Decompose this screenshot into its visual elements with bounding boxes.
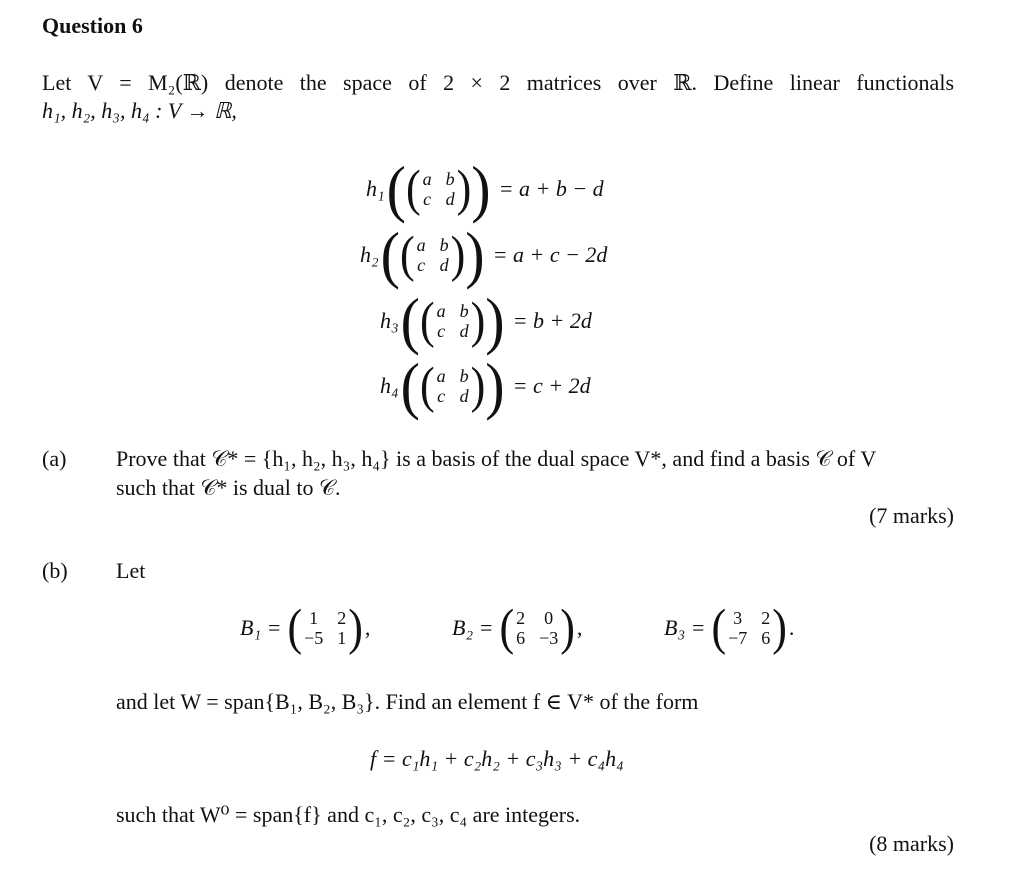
matrix-body: ( 3 2 −7 6 ) (711, 599, 787, 656)
matrix-entry: d (439, 255, 449, 275)
matrix-entry: −3 (539, 628, 559, 648)
part-b-such-that: such that W⁰ = span{f} and c₁, c₂, c₃, c₄ are integers. (116, 802, 581, 827)
functional-name: h₁ (366, 176, 385, 201)
functional-row (380, 349, 591, 422)
separator: , (576, 615, 583, 640)
matrix-body: ( 1 2 −5 1 ) (287, 599, 363, 656)
b-matrix-name: B₂ = (452, 615, 494, 640)
b-matrix (452, 599, 583, 656)
matrix-entry: b (459, 366, 469, 386)
functional-row (366, 152, 604, 225)
matrix-entry: c (417, 255, 426, 275)
part-b-formula: f = c₁h₁ + c₂h₂ + c₃h₃ + c₄h₄ (370, 746, 624, 771)
part-b-and-let: and let W = span{B₁, B₂, B₃}. Find an element f ∈ V* of the form (116, 689, 699, 714)
functional-row (380, 284, 592, 357)
separator: . (788, 615, 795, 640)
matrix-entry: d (445, 189, 455, 209)
functional-name: h₃ (380, 308, 399, 333)
b-matrix-name: B₁ = (240, 615, 282, 640)
functional-rhs: = a + c − 2d (492, 242, 608, 267)
b-matrix (664, 599, 795, 656)
intro-line-2: h₁, h₂, h₃, h₄ : V → ℝ, (42, 98, 237, 123)
matrix-entry: c (437, 321, 446, 341)
part-a-label: (a) (42, 446, 67, 471)
matrix-entry: b (445, 169, 455, 189)
matrix-entry: 6 (516, 628, 526, 648)
matrix-entry: a (422, 169, 432, 189)
part-a-line-1: Prove that 𝒞* = {h₁, h₂, h₃, h₄} is a basis of the dual space V*, and find a basis 𝒞 of V (116, 446, 877, 471)
functional-name: h₄ (380, 373, 399, 398)
matrix-entry: 6 (761, 628, 771, 648)
matrix-entry: 1 (309, 608, 319, 628)
matrix-entry: 3 (733, 608, 743, 628)
matrix-entry: −7 (728, 628, 748, 648)
matrix-entry: d (459, 386, 469, 406)
matrix-body: ( 2 0 6 −3 ) (499, 599, 575, 656)
functional-rhs: = b + 2d (512, 308, 592, 333)
matrix-entry: 2 (337, 608, 347, 628)
part-a-marks: (7 marks) (869, 503, 954, 528)
matrix-entry: a (436, 301, 446, 321)
matrix-entry: 1 (337, 628, 347, 648)
matrix-argument: ( ( a b c d ) ) (400, 284, 505, 357)
part-b-marks: (8 marks) (869, 831, 954, 856)
b-matrix-name: B₃ = (664, 615, 706, 640)
matrix-entry: c (437, 386, 446, 406)
separator: , (364, 615, 371, 640)
matrix-entry: 2 (761, 608, 771, 628)
matrix-entry: −5 (304, 628, 324, 648)
matrix-argument: ( ( a b c d ) ) (380, 218, 485, 291)
matrix-argument: ( ( a b c d ) ) (386, 152, 491, 225)
functional-rhs: = c + 2d (512, 373, 591, 398)
b-matrix (240, 599, 371, 656)
question-title: Question 6 (42, 13, 143, 38)
functional-name: h₂ (360, 242, 379, 267)
part-b-label: (b) (42, 558, 68, 583)
matrix-entry: b (439, 235, 449, 255)
part-a-text (116, 444, 956, 502)
intro-line-1: Let V = M₂(ℝ) denote the space of 2 × 2 matrices over ℝ. Define linear functionals (42, 70, 954, 95)
part-b-let: Let (116, 558, 146, 583)
matrix-argument: ( ( a b c d ) ) (400, 349, 505, 422)
matrix-entry: c (423, 189, 432, 209)
matrix-entry: d (459, 321, 469, 341)
matrix-entry: 0 (544, 608, 554, 628)
functional-row (360, 218, 608, 291)
matrix-entry: 2 (516, 608, 526, 628)
matrix-entry: b (459, 301, 469, 321)
matrix-entry: a (416, 235, 426, 255)
part-a-line-2: such that 𝒞* is dual to 𝒞. (116, 475, 341, 500)
matrix-entry: a (436, 366, 446, 386)
functional-rhs: = a + b − d (498, 176, 604, 201)
